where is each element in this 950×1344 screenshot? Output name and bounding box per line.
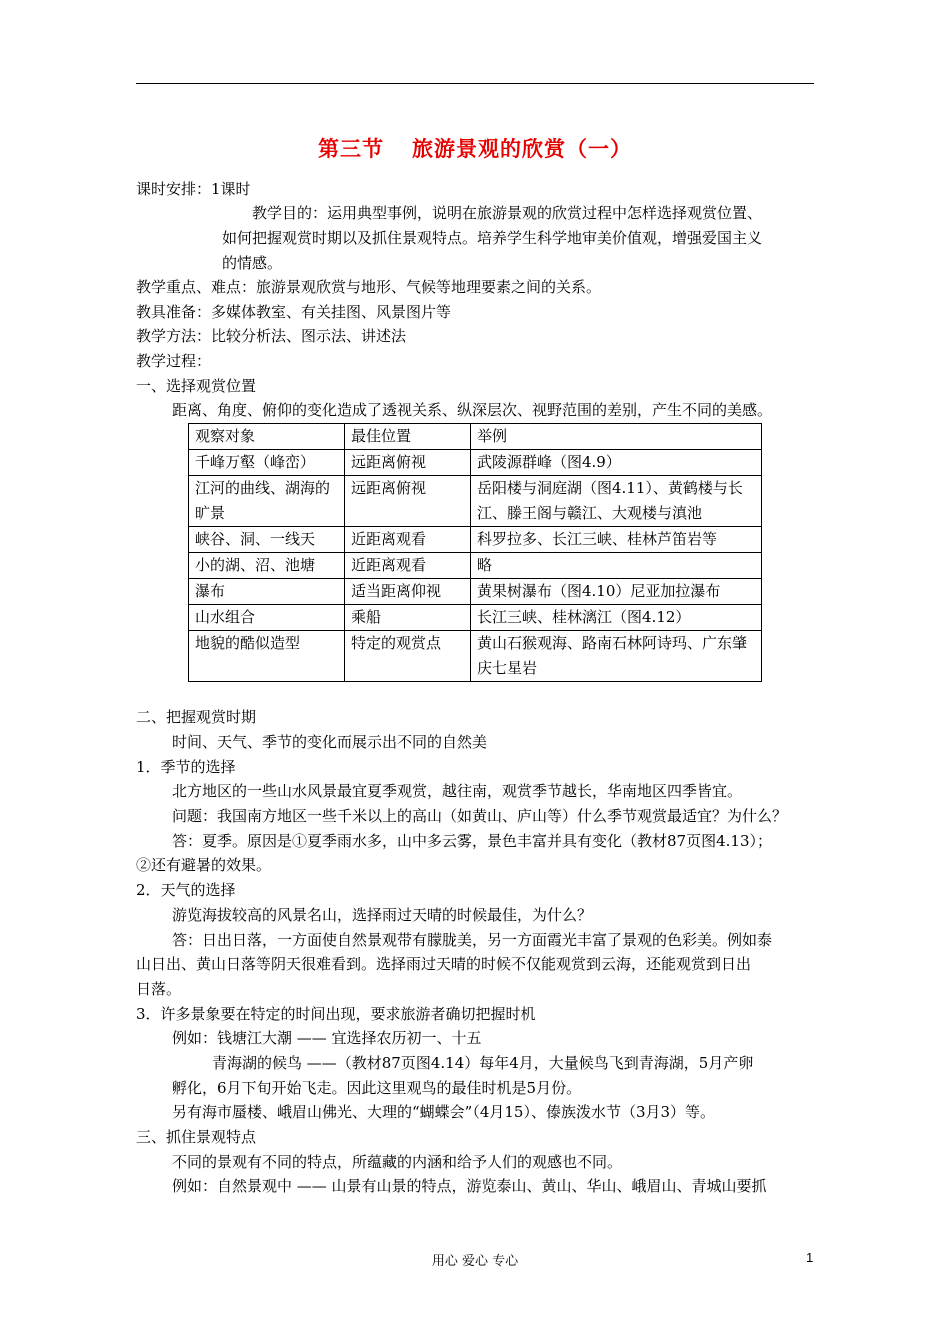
table-header-row <box>189 424 762 450</box>
table-cell: 长江三峡、桂林漓江（图4.12） <box>471 605 762 631</box>
table-row <box>189 476 762 527</box>
page-title <box>0 133 950 163</box>
text-line: 例如：钱塘江大潮 —— 宜选择农历初一、十五 <box>172 1029 482 1047</box>
text-line: 教学过程： <box>136 352 212 370</box>
text-line: 日落。 <box>136 980 182 998</box>
observation-table <box>188 423 762 682</box>
section-heading: 一、选择观赏位置 <box>136 377 257 395</box>
text-line: 北方地区的一些山水风景最宜夏季观赏，越往南，观赏季节越长，华南地区四季皆宜。 <box>172 782 743 800</box>
text-line: 答：日出日落，一方面使自然景观带有朦胧美，另一方面霞光丰富了景观的色彩美。例如泰 <box>172 931 773 949</box>
text-line: 不同的景观有不同的特点，所蕴藏的内涵和给予人们的观感也不同。 <box>172 1153 623 1171</box>
table-row <box>189 450 762 476</box>
table-cell: 远距离俯视 <box>345 476 471 527</box>
table-row <box>189 605 762 631</box>
table-cell: 略 <box>471 553 762 579</box>
table-cell: 远距离俯视 <box>345 450 471 476</box>
table-cell: 科罗拉多、长江三峡、桂林芦笛岩等 <box>471 527 762 553</box>
page-number: 1 <box>806 1250 814 1265</box>
table-cell: 黄果树瀑布（图4.10）尼亚加拉瀑布 <box>471 579 762 605</box>
table-cell: 江河的曲线、湖海的旷景 <box>189 476 345 527</box>
table-cell: 山水组合 <box>189 605 345 631</box>
text-line: 青海湖的候鸟 ——（教材87页图4.14）每年4月，大量候鸟飞到青海湖，5月产卵 <box>212 1054 754 1072</box>
text-line: ②还有避暑的效果。 <box>136 856 272 874</box>
page-footer: 用心 爱心 专心 <box>431 1254 519 1269</box>
text-line: 教学方法：比较分析法、图示法、讲述法 <box>136 327 407 345</box>
text-line: 另有海市蜃楼、峨眉山佛光、大理的“蝴蝶会”（4月15）、傣族泼水节（3月3）等。 <box>172 1103 716 1121</box>
table-cell: 乘船 <box>345 605 471 631</box>
text-line: 距离、角度、俯仰的变化造成了透视关系、纵深层次、视野范围的差别，产生不同的美感。 <box>172 401 773 419</box>
table-row <box>189 553 762 579</box>
table-cell: 武陵源群峰（图4.9） <box>471 450 762 476</box>
table-cell: 黄山石猴观海、路南石林阿诗玛、广东肇庆七星岩 <box>471 631 762 682</box>
text-line: 游览海拔较高的风景名山，选择雨过天晴的时候最佳，为什么？ <box>172 906 593 924</box>
subsection-heading: 1．季节的选择 <box>136 758 236 776</box>
table-cell: 千峰万壑（峰峦） <box>189 450 345 476</box>
table-header-cell: 举例 <box>471 424 762 450</box>
table-cell: 特定的观赏点 <box>345 631 471 682</box>
subsection-heading: 2．天气的选择 <box>136 881 236 899</box>
text-line: 例如：自然景观中 —— 山景有山景的特点，游览泰山、黄山、华山、峨眉山、青城山要抓 <box>172 1177 767 1195</box>
text-line: 教学目的：运用典型事例，说明在旅游景观的欣赏过程中怎样选择观赏位置、 <box>252 204 763 222</box>
text-line: 时间、天气、季节的变化而展示出不同的自然美 <box>172 733 488 751</box>
table-cell: 瀑布 <box>189 579 345 605</box>
text-line: 如何把握观赏时期以及抓住景观特点。培养学生科学地审美价值观，增强爱国主义 <box>222 229 763 247</box>
text-line: 教学重点、难点：旅游景观欣赏与地形、气候等地理要素之间的关系。 <box>136 278 602 296</box>
text-line: 问题：我国南方地区一些千米以上的高山（如黄山、庐山等）什么季节观赏最适宜？为什么？ <box>172 807 788 825</box>
table-row <box>189 527 762 553</box>
text-line: 教具准备：多媒体教室、有关挂图、风景图片等 <box>136 303 452 321</box>
table-cell: 地貌的酷似造型 <box>189 631 345 682</box>
header-rule <box>136 83 814 84</box>
section-heading: 二、把握观赏时期 <box>136 708 257 726</box>
text-line: 山日出、黄山日落等阴天很难看到。选择雨过天晴的时候不仅能观赏到云海，还能观赏到日出 <box>136 955 752 973</box>
text-line: 答：夏季。原因是①夏季雨水多，山中多云雾，景色丰富并具有变化（教材87页图4.13）； <box>172 832 772 850</box>
table-cell: 小的湖、沼、池塘 <box>189 553 345 579</box>
table-row <box>189 631 762 682</box>
title-topic: 旅游景观的欣赏（一） <box>412 136 632 161</box>
table-header-cell: 最佳位置 <box>345 424 471 450</box>
title-section: 第三节 <box>318 136 384 161</box>
table-row <box>189 579 762 605</box>
table-cell: 适当距离仰视 <box>345 579 471 605</box>
section-heading: 三、抓住景观特点 <box>136 1128 257 1146</box>
text-line: 的情感。 <box>222 254 283 272</box>
text-line: 孵化，6月下旬开始飞走。因此这里观鸟的最佳时机是5月份。 <box>172 1079 582 1097</box>
table-header-cell: 观察对象 <box>189 424 345 450</box>
table-cell: 岳阳楼与洞庭湖（图4.11）、黄鹤楼与长江、滕王阁与赣江、大观楼与滇池 <box>471 476 762 527</box>
text-line: 课时安排：1课时 <box>136 180 251 198</box>
table-cell: 近距离观看 <box>345 553 471 579</box>
table-cell: 近距离观看 <box>345 527 471 553</box>
table-cell: 峡谷、洞、一线天 <box>189 527 345 553</box>
subsection-heading: 3．许多景象要在特定的时间出现，要求旅游者确切把握时机 <box>136 1005 536 1023</box>
